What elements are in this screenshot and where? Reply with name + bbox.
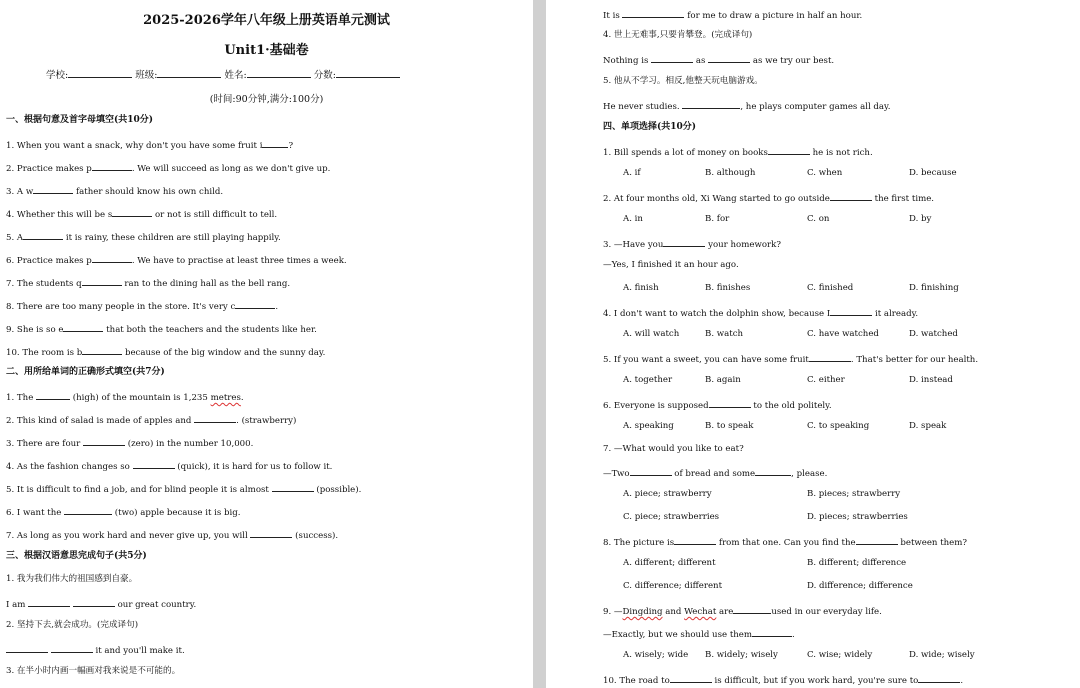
exam-title: 2025-2026学年八年级上册英语单元测试 — [143, 13, 390, 28]
s4-q9-option-c[interactable]: C. wise; widely — [807, 650, 873, 660]
answer-blank[interactable] — [23, 230, 63, 240]
s2-q1: 1. The (high) of the mountain is 1,235 metres. — [6, 390, 244, 404]
s4-q1-option-d[interactable]: D. because — [909, 168, 957, 178]
s1-q2: 2. Practice makes p . We will succeed as long as we don't give up. — [6, 161, 330, 175]
s4-q2-option-b[interactable]: B. for — [705, 214, 730, 224]
section4-heading: 四、单项选择(共10分) — [603, 122, 697, 132]
s4-q7-reply: —Two of bread and some , please. — [603, 466, 827, 480]
answer-blank[interactable] — [250, 528, 292, 538]
s4-q1-option-a[interactable]: A. if — [623, 168, 641, 178]
answer-blank[interactable] — [682, 99, 740, 109]
s4-q9-stem: 9. —Dingding and Wechat are used in our everyday life. — [603, 604, 882, 618]
s4-q4-option-a[interactable]: A. will watch — [623, 329, 680, 339]
s4-q4-option-c[interactable]: C. have watched — [807, 329, 879, 339]
s1-q6: 6. Practice makes p . We have to practise at least three times a week. — [6, 253, 347, 267]
right-page — [546, 0, 1080, 688]
s4-q7-option-c[interactable]: C. piece; strawberries — [623, 512, 720, 522]
s1-q5: 5. A it is rainy, these children are still playing happily. — [6, 230, 281, 244]
s4-q9-reply: —Exactly, but we should use them . — [603, 627, 795, 641]
answer-blank[interactable] — [768, 145, 810, 155]
answer-blank[interactable] — [630, 466, 672, 476]
s4-q6-option-a[interactable]: A. speaking — [623, 421, 674, 431]
answer-blank[interactable] — [663, 237, 705, 247]
answer-blank[interactable] — [235, 299, 275, 309]
time-note: (时间:90分钟,满分:100分) — [209, 94, 324, 105]
answer-blank[interactable] — [92, 161, 132, 171]
answer-blank[interactable] — [82, 276, 122, 286]
s4-q3-option-b[interactable]: B. finishes — [705, 283, 751, 293]
answer-blank[interactable] — [112, 207, 152, 217]
s1-q1: 1. When you want a snack, why don't you have some fruit i ? — [6, 138, 293, 152]
answer-blank[interactable] — [809, 352, 851, 362]
s4-q1-option-b[interactable]: B. although — [705, 168, 756, 178]
s4-q3-option-a[interactable]: A. finish — [623, 283, 659, 293]
s4-q3-stem: 3. —Have you your homework? — [603, 237, 781, 251]
s1-q10: 10. The room is b because of the big window and the sunny day. — [6, 345, 325, 359]
answer-blank[interactable] — [64, 505, 112, 515]
s4-q3-reply: —Yes, I finished it an hour ago. — [603, 260, 739, 270]
s4-q5-option-d[interactable]: D. instead — [909, 375, 953, 385]
page-gap — [533, 0, 546, 688]
answer-blank[interactable] — [830, 191, 872, 201]
answer-blank[interactable] — [651, 53, 693, 63]
answer-blank[interactable] — [262, 138, 288, 148]
answer-blank[interactable] — [830, 306, 872, 316]
s1-q7: 7. The students q ran to the dining hall as the bell rang. — [6, 276, 290, 290]
s4-q3-option-c[interactable]: C. finished — [807, 283, 854, 293]
answer-blank[interactable] — [82, 345, 122, 355]
s3-q5-en: He never studies. , he plays computer games all day. — [603, 99, 891, 113]
s4-q7-option-b[interactable]: B. pieces; strawberry — [807, 489, 901, 499]
answer-blank[interactable] — [708, 53, 750, 63]
score-blank[interactable] — [336, 68, 400, 78]
s2-q5: 5. It is difficult to find a job, and for blind people it is almost (possible). — [6, 482, 361, 496]
s4-q8-option-b[interactable]: B. different; difference — [807, 558, 907, 568]
answer-blank[interactable] — [674, 535, 716, 545]
s4-q5-option-b[interactable]: B. again — [705, 375, 741, 385]
answer-blank[interactable] — [622, 8, 684, 18]
s3-q4-cn: 4. 世上无难事,只要肯攀登。(完成译句) — [603, 30, 753, 40]
answer-blank[interactable] — [28, 597, 70, 607]
answer-blank[interactable] — [733, 604, 771, 614]
s4-q9-option-d[interactable]: D. wide; wisely — [909, 650, 975, 660]
s3-q3-cn: 3. 在半小时内画一幅画对我来说是不可能的。 — [6, 666, 181, 676]
answer-blank[interactable] — [36, 390, 70, 400]
answer-blank[interactable] — [63, 322, 103, 332]
s2-q6: 6. I want the (two) apple because it is big. — [6, 505, 241, 519]
s4-q8-stem: 8. The picture is from that one. Can you find the between them? — [603, 535, 967, 549]
answer-blank[interactable] — [755, 466, 791, 476]
student-info-row: 学校: 班级: 姓名: 分数: — [46, 68, 400, 81]
s4-q1-stem: 1. Bill spends a lot of money on books he is not rich. — [603, 145, 873, 159]
s1-q9: 9. She is so e that both the teachers and the students like her. — [6, 322, 317, 336]
s2-q3: 3. There are four (zero) in the number 10,000. — [6, 436, 253, 450]
s3-q2-en: it and you'll make it. — [6, 643, 185, 657]
name-blank[interactable] — [247, 68, 311, 78]
s4-q6-stem: 6. Everyone is supposed to the old politely. — [603, 398, 832, 412]
s4-q5-option-a[interactable]: A. together — [623, 375, 673, 385]
s2-q2: 2. This kind of salad is made of apples and . (strawberry) — [6, 413, 296, 427]
s4-q5-stem: 5. If you want a sweet, you can have some fruit . That's better for our health. — [603, 352, 978, 366]
exam-subtitle: Unit1·基础卷 — [224, 43, 309, 58]
s2-q4: 4. As the fashion changes so (quick), it is hard for us to follow it. — [6, 459, 332, 473]
s1-q3: 3. A w father should know his own child. — [6, 184, 223, 198]
s1-q4: 4. Whether this will be s or not is still difficult to tell. — [6, 207, 277, 221]
s4-q4-option-b[interactable]: B. watch — [705, 329, 744, 339]
answer-blank[interactable] — [73, 597, 115, 607]
answer-blank[interactable] — [194, 413, 236, 423]
s4-q2-option-c[interactable]: C. on — [807, 214, 830, 224]
answer-blank[interactable] — [92, 253, 132, 263]
s3-q5-cn: 5. 他从不学习。相反,他整天玩电脑游戏。 — [603, 76, 763, 86]
s4-q8-option-c[interactable]: C. difference; different — [623, 581, 723, 591]
s4-q6-option-d[interactable]: D. speak — [909, 421, 947, 431]
answer-blank[interactable] — [272, 482, 314, 492]
s4-q1-option-c[interactable]: C. when — [807, 168, 843, 178]
s4-q8-option-a[interactable]: A. different; different — [623, 558, 716, 568]
school-blank[interactable] — [68, 68, 132, 78]
s4-q7-option-a[interactable]: A. piece; strawberry — [623, 489, 712, 499]
s3-q3-en: It is for me to draw a picture in half an hour. — [603, 8, 862, 22]
s1-q8: 8. There are too many people in the store. It's very c . — [6, 299, 278, 313]
answer-blank[interactable] — [33, 184, 73, 194]
s4-q4-stem: 4. I don't want to watch the dolphin show, because I it already. — [603, 306, 918, 320]
s4-q2-option-d[interactable]: D. by — [909, 214, 932, 224]
s4-q2-stem: 2. At four months old, Xi Wang started to go outside the first time. — [603, 191, 934, 205]
s4-q5-option-c[interactable]: C. either — [807, 375, 845, 385]
s3-q4-en: Nothing is as as we try our best. — [603, 53, 834, 67]
answer-blank[interactable] — [856, 535, 898, 545]
section2-heading: 二、用所给单词的正确形式填空(共7分) — [6, 367, 165, 377]
section3-heading: 三、根据汉语意思完成句子(共5分) — [6, 551, 147, 561]
s2-q7: 7. As long as you work hard and never give up, you will (success). — [6, 528, 338, 542]
answer-blank[interactable] — [709, 398, 751, 408]
s3-q1-en: I am our great country. — [6, 597, 196, 611]
s4-q9-option-b[interactable]: B. widely; wisely — [705, 650, 778, 660]
answer-blank[interactable] — [51, 643, 93, 653]
class-blank[interactable] — [157, 68, 221, 78]
s4-q8-option-d[interactable]: D. difference; difference — [807, 581, 913, 591]
s4-q2-option-a[interactable]: A. in — [623, 214, 643, 224]
left-page — [0, 0, 533, 688]
answer-blank[interactable] — [83, 436, 125, 446]
s4-q10-stem: 10. The road to is difficult, but if you work hard, you're sure to . — [603, 673, 963, 687]
answer-blank[interactable] — [670, 673, 712, 683]
section1-heading: 一、根据句意及首字母填空(共10分) — [6, 115, 154, 125]
s4-q7-stem: 7. —What would you like to eat? — [603, 444, 744, 454]
s4-q6-option-c[interactable]: C. to speaking — [807, 421, 870, 431]
answer-blank[interactable] — [752, 627, 792, 637]
s4-q6-option-b[interactable]: B. to speak — [705, 421, 754, 431]
s4-q9-option-a[interactable]: A. wisely; wide — [623, 650, 689, 660]
s4-q7-option-d[interactable]: D. pieces; strawberries — [807, 512, 908, 522]
s4-q4-option-d[interactable]: D. watched — [909, 329, 958, 339]
s3-q2-cn: 2. 坚持下去,就会成功。(完成译句) — [6, 620, 139, 630]
answer-blank[interactable] — [133, 459, 175, 469]
s3-q1-cn: 1. 我为我们伟大的祖国感到自豪。 — [6, 574, 138, 584]
answer-blank[interactable] — [6, 643, 48, 653]
answer-blank[interactable] — [918, 673, 960, 683]
s4-q3-option-d[interactable]: D. finishing — [909, 283, 959, 293]
